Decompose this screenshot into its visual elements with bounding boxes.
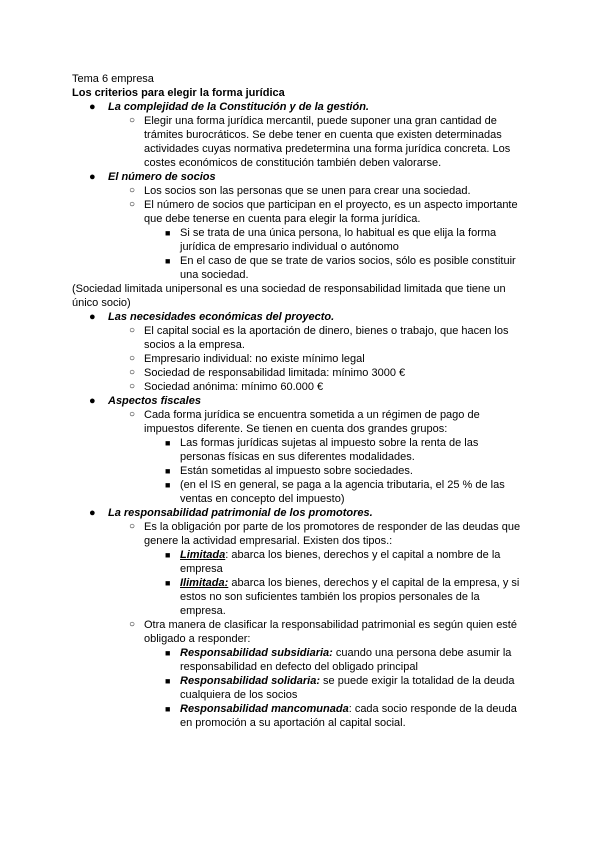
- bullet-square-icon: ■: [165, 480, 171, 490]
- section-heading: La responsabilidad patrimonial de los promotores.: [108, 507, 373, 519]
- list-item: ○ Es la obligación por parte de los promotores de responder de las deudas que genere la actividad empresarial. Existen dos tipos.:: [129, 521, 521, 547]
- list-item: ○ Empresario individual: no existe mínimo legal: [129, 353, 365, 365]
- bullet-circle-icon: ○: [129, 353, 136, 364]
- bullet-disc-icon: ●: [89, 507, 96, 519]
- list-item: ○ Los socios son las personas que se unen para crear una sociedad.: [129, 185, 471, 197]
- list-item: ○ Elegir una forma jurídica mercantil, puede suponer una gran cantidad de trámites burocráticos. Se debe tener en cuenta que existen determinadas actividades cuyas normativa predetermina una forma jurídica concreta. Los costes económicos de constitución también deben valorarse.: [129, 115, 511, 169]
- list-item: ■ (en el IS en general, se paga a la agencia tributaria, el 25 % de las ventas en concepto del impuesto): [165, 479, 505, 505]
- bullet-disc-icon: ●: [89, 395, 96, 407]
- bullet-square-icon: ■: [165, 550, 171, 560]
- doc-subtitle: Los criterios para elegir la forma jurídica: [72, 87, 285, 99]
- doc-title: Tema 6 empresa: [72, 73, 154, 85]
- section-heading: Aspectos fiscales: [108, 395, 201, 407]
- bullet-circle-icon: ○: [129, 409, 136, 420]
- bullet-square-icon: ■: [165, 466, 171, 476]
- bullet-circle-icon: ○: [129, 367, 136, 378]
- bullet-circle-icon: ○: [129, 199, 136, 210]
- bullet-square-icon: ■: [165, 438, 171, 448]
- list-item: ○ Sociedad anónima: mínimo 60.000 €: [129, 381, 324, 393]
- section-heading: Las necesidades económicas del proyecto.: [108, 311, 335, 323]
- list-item: ■ Responsabilidad subsidiaria: cuando una persona debe asumir la responsabilidad en defecto del obligado principal: [165, 647, 512, 673]
- section-heading: La complejidad de la Constitución y de la gestión.: [108, 101, 369, 113]
- bullet-square-icon: ■: [165, 676, 171, 686]
- section-complejidad: [72, 100, 532, 114]
- bullet-square-icon: ■: [165, 256, 171, 266]
- bullet-square-icon: ■: [165, 704, 171, 714]
- section-responsabilidad: [72, 506, 532, 520]
- list-item: ■ Responsabilidad solidaria: se puede exigir la totalidad de la deuda cualquiera de los socios: [165, 675, 515, 701]
- bullet-square-icon: ■: [165, 648, 171, 658]
- bullet-circle-icon: ○: [129, 325, 136, 336]
- bullet-circle-icon: ○: [129, 521, 136, 532]
- bullet-square-icon: ■: [165, 578, 171, 588]
- list-item: ○ Sociedad de responsabilidad limitada: mínimo 3000 €: [129, 367, 406, 379]
- term-limitada: Limitada: [180, 549, 226, 561]
- bullet-square-icon: ■: [165, 228, 171, 238]
- term-mancomunada: Responsabilidad mancomunada: [180, 703, 349, 715]
- bullet-circle-icon: ○: [129, 381, 136, 392]
- bullet-disc-icon: ●: [89, 311, 96, 323]
- bullet-disc-icon: ●: [89, 171, 96, 183]
- list-item: ■ En el caso de que se trate de varios socios, sólo es posible constituir una sociedad.: [165, 255, 516, 281]
- section-numero-socios: [72, 170, 532, 184]
- section-necesidades: [72, 310, 532, 324]
- document-page: [72, 72, 532, 730]
- bullet-circle-icon: ○: [129, 619, 136, 630]
- bullet-circle-icon: ○: [129, 185, 136, 196]
- list-item: ■ Si se trata de una única persona, lo habitual es que elija la forma jurídica de empresario individual o autónomo: [165, 227, 497, 253]
- list-item: ○ Cada forma jurídica se encuentra sometida a un régimen de pago de impuestos diferente. Se tienen en cuenta dos grandes grupos:: [129, 409, 480, 435]
- list-item: ■ Limitada: abarca los bienes, derechos y el capital a nombre de la empresa: [165, 549, 501, 575]
- note-paragraph: (Sociedad limitada unipersonal es una sociedad de responsabilidad limitada que tiene un único socio): [72, 283, 506, 309]
- list-item: ■ Ilimitada: abarca los bienes, derechos y el capital de la empresa, y si estos no son suficientes también los propios personales de la empresa.: [165, 577, 520, 617]
- list-item: ○ El capital social es la aportación de dinero, bienes o trabajo, que hacen los socios a la empresa.: [129, 325, 509, 351]
- term-solidaria: Responsabilidad solidaria:: [180, 675, 320, 687]
- list-item: ○ Otra manera de clasificar la responsabilidad patrimonial es según quien esté obligado a responder:: [129, 619, 517, 645]
- list-item: ■ Las formas jurídicas sujetas al impuesto sobre la renta de las personas físicas en sus diferentes modalidades.: [165, 437, 479, 463]
- term-subsidiaria: Responsabilidad subsidiaria:: [180, 647, 333, 659]
- section-heading: El número de socios: [108, 171, 216, 183]
- bullet-disc-icon: ●: [89, 101, 96, 113]
- list-item: ○ El número de socios que participan en el proyecto, es un aspecto importante que debe tenerse en cuenta para elegir la forma jurídica.: [129, 199, 518, 225]
- section-aspectos-fiscales: [72, 394, 532, 408]
- bullet-circle-icon: ○: [129, 115, 136, 126]
- term-ilimitada: Ilimitada:: [180, 577, 229, 589]
- list-item: ■ Responsabilidad mancomunada: cada socio responde de la deuda en promoción a su aportación al capital social.: [165, 703, 517, 729]
- list-item: ■ Están sometidas al impuesto sobre sociedades.: [165, 465, 413, 477]
